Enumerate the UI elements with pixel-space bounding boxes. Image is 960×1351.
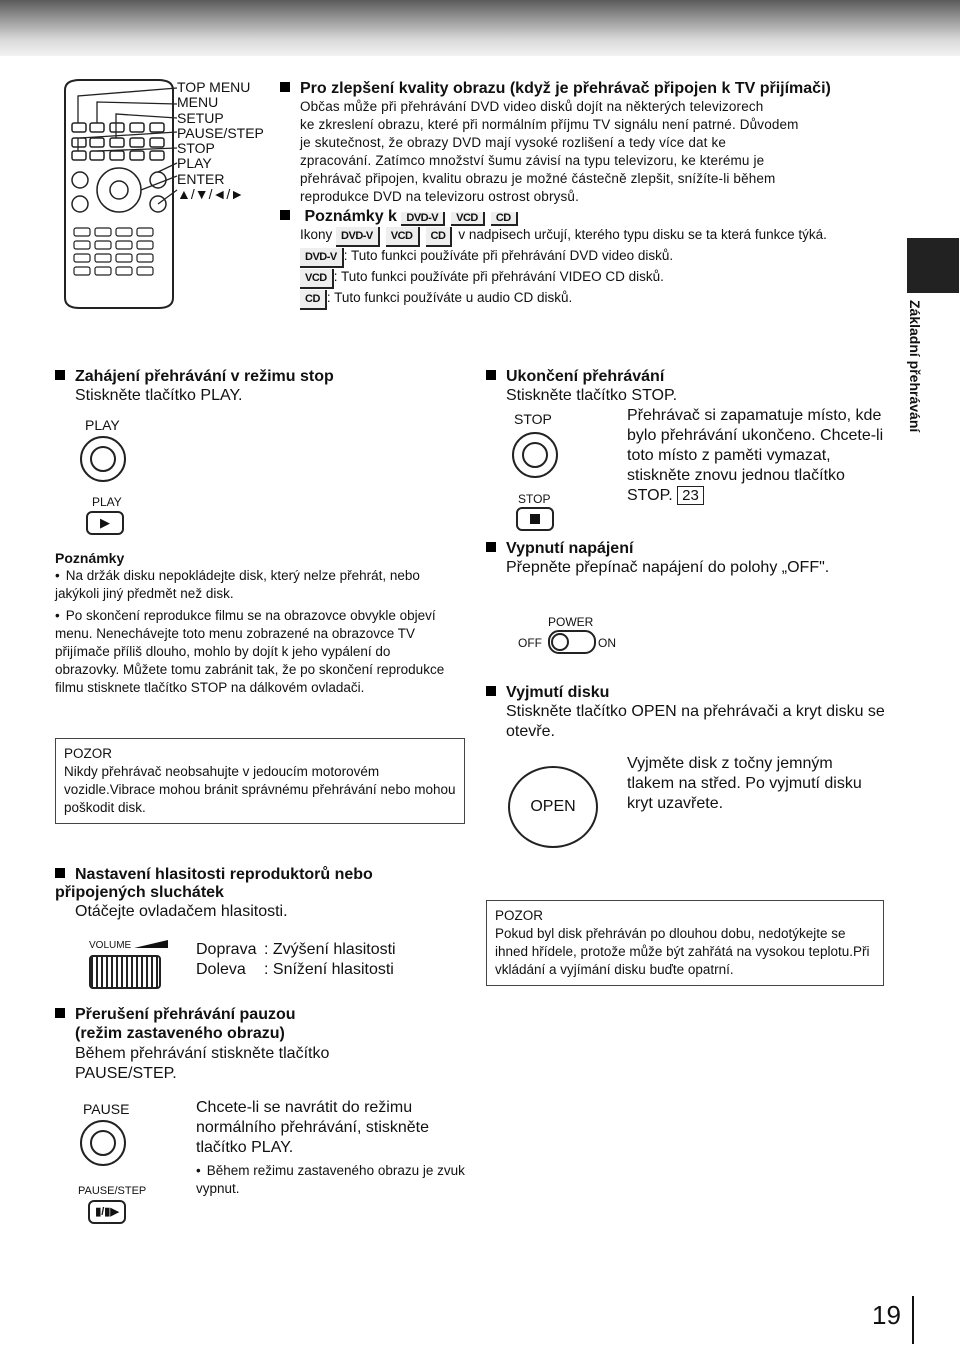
pause-text-2: PAUSE/STEP. [75, 1065, 177, 1082]
stop-icon [530, 514, 540, 524]
volume-label-row [89, 940, 168, 951]
eject-text: Stiskněte tlačítko OPEN na přehrávači a kryt disku se otevře. [506, 703, 885, 740]
text-line: zpracování. Zatímco množství šumu závisí na typu televizoru, ke kterému je [300, 153, 765, 168]
end-section [486, 368, 896, 406]
power-on-label: ON [598, 636, 616, 650]
icons-prefix: Ikony [300, 227, 333, 242]
remote-labels [177, 80, 264, 202]
play-button-square[interactable] [86, 511, 124, 535]
bullet-text: Během režimu zastaveného obrazu je zvuk vypnut. [196, 1163, 465, 1196]
power-text: Přepněte přepínač napájení do polohy „OFF". [506, 559, 830, 576]
section-heading: Nastavení hlasitosti reproduktorů nebo připojených sluchátek [55, 866, 435, 902]
disc-tag: VCD [300, 269, 334, 289]
notes-k-heading [280, 208, 880, 226]
end-text: Stiskněte tlačítko STOP. [506, 387, 678, 404]
switch-knob [551, 633, 569, 651]
text-line: reprodukce DVD na televizoru ostrost obrysů. [300, 189, 579, 204]
text-line: ke zkreslení obrazu, které při normálním příjmu TV signálu není patrné. Důvodem [300, 117, 799, 132]
pause-desc: Chcete-li se navrátit do režimu normálního přehrávání, stiskněte tlačítko PLAY. [196, 1099, 430, 1156]
remote-label: STOP [177, 140, 215, 157]
section-heading: Zahájení přehrávání v režimu stop [55, 368, 455, 386]
volume-left [196, 960, 396, 980]
section-heading: Přerušení přehrávání pauzou [55, 1006, 435, 1024]
remote-label: SETUP [177, 109, 224, 126]
volume-right-text: : Zvýšení hlasitosti [264, 941, 396, 958]
remote-label: TOP MENU [177, 79, 251, 95]
header-band [0, 0, 960, 56]
remote-label: ▲/▼/◄/► [177, 186, 245, 203]
volume-directions [196, 940, 396, 980]
volume-left-text: : Snížení hlasitosti [264, 961, 394, 978]
side-tab-block [907, 238, 959, 293]
play-button-round[interactable] [80, 436, 126, 482]
remote-label: MENU [177, 94, 219, 111]
button-inner-ring [522, 442, 548, 468]
volume-right [196, 940, 396, 960]
section-heading: Pro zlepšení kvality obrazu (když je přehrávač připojen k TV přijímači) [280, 80, 880, 98]
button-inner-ring [90, 1130, 116, 1156]
pause-text: Během přehrávání stiskněte tlačítko [75, 1045, 330, 1062]
stop-label-small: STOP [518, 492, 551, 506]
stop-button-round[interactable] [512, 432, 558, 478]
quality-section [280, 80, 880, 310]
eject-desc: Vyjměte disk z točny jemným tlakem na střed. Po vyjmutí disku kryt uzavřete. [627, 755, 862, 812]
volume-right-label: Doprava [196, 941, 257, 958]
pause-button-round[interactable] [80, 1120, 126, 1166]
start-text: Stiskněte tlačítko PLAY. [75, 387, 243, 404]
tag-def-text: : Tuto funkci používáte u audio CD disků. [326, 290, 573, 305]
remote-illustration [60, 78, 178, 310]
page-ref: 23 [677, 486, 704, 505]
remote-label: PAUSE/STEP [177, 124, 264, 141]
tag-def-text: : Tuto funkci používáte při přehrávání DVD video disků. [343, 248, 674, 263]
icons-line [300, 226, 880, 247]
eject-section [486, 684, 886, 742]
end-desc: Přehrávač si zapamatuje místo, kde bylo přehrávání ukončeno. Chcete-li toto místo z paměti vymazat, stiskněte znovu jednou tlačítko STOP. [627, 407, 884, 504]
remote-control-icon [60, 78, 178, 310]
note-text: Na držák disku nepokládejte disk, který nelze přehrát, nebo jakýkoli jiný předmět než disk. [55, 568, 420, 601]
volume-label: VOLUME [89, 940, 132, 951]
tag-def-text: : Tuto funkci používáte při přehrávání VIDEO CD disků. [333, 269, 664, 284]
notes-k-title: Poznámky k [304, 208, 397, 225]
volume-section [55, 866, 435, 922]
caution-title: POZOR [64, 746, 113, 761]
pause-section [55, 1006, 435, 1084]
button-inner-ring [90, 446, 116, 472]
pause-label: PAUSE [83, 1101, 130, 1117]
play-label: PLAY [85, 417, 120, 433]
stop-button-square[interactable] [516, 507, 554, 531]
disc-tag-cd: CD [426, 227, 453, 247]
start-section [55, 368, 455, 406]
notes-title: Poznámky [55, 550, 125, 566]
caution-text: Nikdy přehrávač neobsahujte v jedoucím motorovém vozidle.Vibrace mohou bránit správnému přehrávání nebo mohou poškodit disk. [64, 764, 456, 815]
volume-left-label: Doleva [196, 961, 246, 978]
page-number-rule [912, 1296, 914, 1344]
play-label-small: PLAY [92, 495, 122, 509]
tag-def [300, 268, 880, 289]
disc-tag-cd: CD [491, 212, 518, 226]
text-line: Občas může při přehrávání DVD video disků dojít na některých televizorech [300, 99, 764, 114]
section-heading: Ukončení přehrávání [486, 368, 896, 386]
note-item [55, 607, 455, 697]
tag-def [300, 247, 880, 268]
disc-tag-vcd: VCD [386, 227, 420, 247]
power-switch[interactable] [548, 630, 596, 654]
pause-step-icon: ▮/▮▶ [95, 1206, 119, 1218]
side-tab-label: Základní přehrávání [907, 300, 923, 433]
disc-tag-vcd: VCD [451, 212, 485, 226]
notes-section [55, 549, 455, 697]
page-number: 19 [872, 1300, 901, 1330]
disc-tag: DVD-V [300, 248, 344, 268]
section-subheading: (režim zastaveného obrazu) [75, 1025, 285, 1042]
power-label: POWER [548, 615, 594, 629]
disc-tag: CD [300, 290, 327, 310]
volume-dial[interactable] [89, 955, 161, 989]
caution-box [486, 900, 884, 986]
remote-label: PLAY [177, 155, 212, 172]
disc-tag-dvd: DVD-V [336, 227, 380, 247]
caution-text: Pokud byl disk přehráván po dlouhou dobu, nedotýkejte se ihned hřídele, protože může být zahřátá na vysokou teplotu.Při vkládání a vyjímání disku buďte opatrní. [495, 926, 870, 977]
pause-label-small: PAUSE/STEP [78, 1185, 147, 1197]
text-line: je skutečnost, že obrazy DVD mají vysoké rozlišení a tedy více dat ke [300, 135, 727, 150]
pause-bullet [196, 1162, 466, 1198]
remote-label: ENTER [177, 170, 225, 187]
open-button[interactable] [508, 766, 598, 848]
play-icon: ▶ [100, 515, 110, 530]
caution-title: POZOR [495, 908, 544, 923]
tag-def [300, 289, 880, 310]
pause-step-button[interactable] [88, 1200, 126, 1224]
caution-box [55, 738, 465, 824]
power-section [486, 540, 906, 578]
disc-tag-dvd: DVD-V [401, 212, 445, 226]
power-off-label: OFF [518, 636, 542, 650]
end-desc-block [627, 406, 892, 506]
section-heading: Vypnutí napájení [486, 540, 906, 558]
section-heading: Vyjmutí disku [486, 684, 886, 702]
volume-wedge-icon [134, 940, 168, 950]
text-line: přehrávač připojen, kvalitu obrazu je možné částečně zlepšit, snížíte-li během [300, 171, 776, 186]
icons-suffix: v nadpisech určují, kterého typu disku se ta která funkce týká. [458, 227, 827, 242]
note-text: Po skončení reprodukce filmu se na obrazovce obvykle objeví menu. Nenechávejte toto menu zobrazené na obrazovce TV přijímače příliš dlouho, mohlo by dojít k jeho vypálení do obrazovky. Můžete tomu zabránit tak, že po skončení reprodukce filmu stisknete tlačítko STOP na dálkovém ovladači. [55, 608, 445, 695]
note-item [55, 567, 455, 603]
volume-text: Otáčejte ovladačem hlasitosti. [75, 903, 288, 920]
open-button-label: OPEN [530, 798, 576, 815]
stop-label: STOP [514, 411, 552, 427]
bullet-item [196, 1162, 466, 1198]
